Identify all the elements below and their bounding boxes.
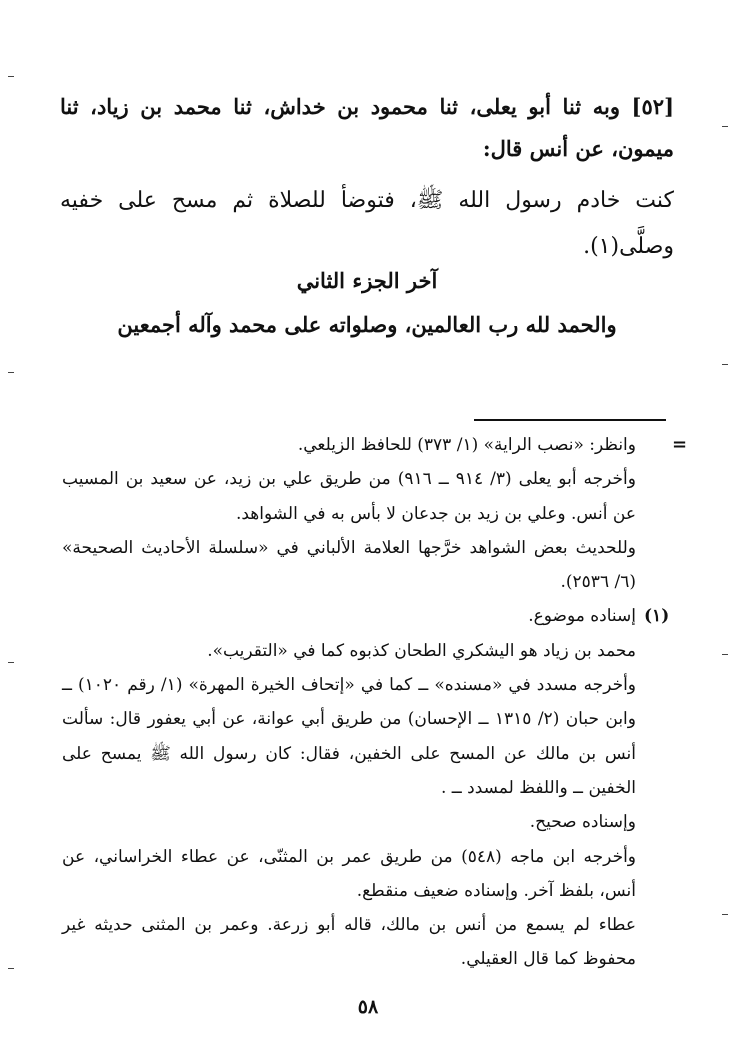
footnote-separator	[474, 419, 666, 421]
footnote-paragraph: وانظر: «نصب الراية» (١/ ٣٧٣) للحافظ الزيلعي.	[297, 435, 636, 455]
margin-tick	[722, 364, 728, 365]
margin-tick	[8, 968, 14, 969]
footnote-paragraph: وأخرجه أبو يعلى (٣/ ٩١٤ ــ ٩١٦) من طريق علي بن زيد، عن سعيد بن المسيب عن أنس. وعلي بن زيد بن جدعان لا بأس به في الشواهد.	[62, 469, 636, 524]
margin-tick	[722, 914, 728, 915]
page-number: ٥٨	[357, 996, 379, 1018]
footnote-paragraph: وللحديث بعض الشواهد خرَّجها العلامة الألباني في «سلسلة الأحاديث الصحيحة» (٦/ ٢٥٣٦).	[62, 537, 636, 593]
margin-tick	[8, 662, 14, 663]
footnote-1-marker: (١)	[644, 606, 670, 626]
margin-tick	[722, 654, 728, 655]
footnotes	[62, 428, 636, 977]
continuation-marker: =	[672, 434, 688, 455]
closing-title: آخر الجزء الثاني	[296, 268, 438, 293]
footnote-paragraph: محمد بن زياد هو اليشكري الطحان كذبوه كما في «التقريب».	[207, 640, 636, 661]
margin-tick	[8, 372, 14, 373]
footnote-paragraph: وأخرجه ابن ماجه (٥٤٨) من طريق عمر بن المثنّى، عن عطاء الخراساني، عن أنس، بلفظ آخر. وإسناده ضعيف منقطع.	[62, 846, 637, 901]
margin-tick	[8, 76, 14, 77]
main-text	[60, 86, 674, 270]
footnote-paragraph: وإسناده صحيح.	[529, 812, 636, 833]
footnote-paragraph: إسناده موضوع.	[528, 606, 636, 627]
footnote-paragraph: عطاء لم يسمع من أنس بن مالك، قاله أبو زرعة. وعمر بن المثنى حديثه غير محفوظ كما قال العقيلي.	[62, 915, 636, 970]
footnote-paragraph: وأخرجه مسدد في «مسنده» ــ كما في «إتحاف الخيرة المهرة» (١/ رقم ١٠٢٠) ــ وابن حبان (٢/ ١٣١٥ ــ الإحسان) من طريق أبي عوانة، عن أبي يعفور قال: سألت أنس بن مالك عن المسح على الخفين، فقال: كان رسول الله ﷺ يمسح على الخفين ــ واللفظ لمسدد ــ .	[62, 675, 637, 798]
closing-doxology: والحمد لله رب العالمين، وصلواته على محمد وآله أجمعين	[117, 312, 617, 337]
margin-tick	[722, 126, 728, 127]
isnad-line: [٥٢] وبه ثنا أبو يعلى، ثنا محمود بن خداش، ثنا محمد بن زياد، ثنا ميمون، عن أنس قال:	[60, 94, 674, 161]
hadith-text: كنت خادم رسول الله ﷺ، فتوضأ للصلاة ثم مسح على خفيه وصلَّى(١).	[60, 188, 674, 259]
